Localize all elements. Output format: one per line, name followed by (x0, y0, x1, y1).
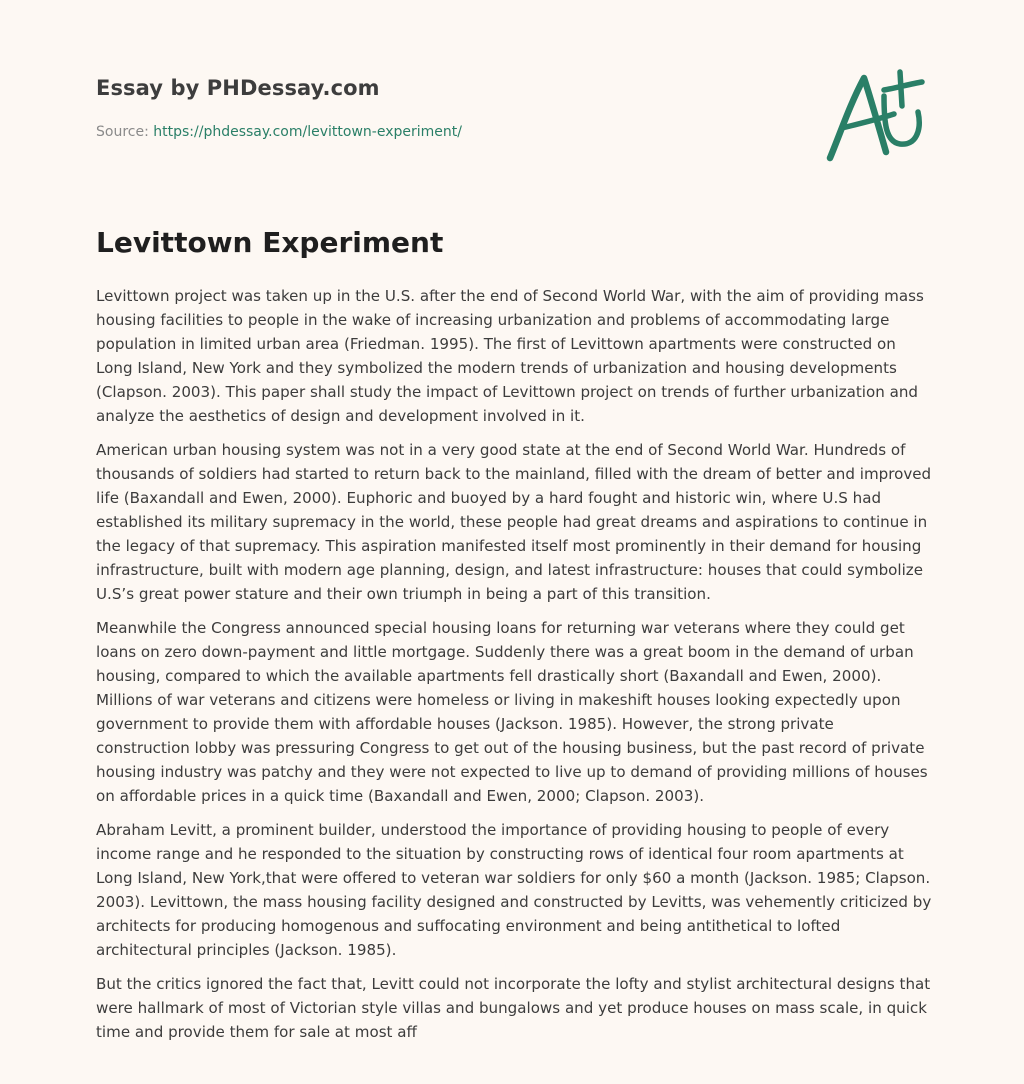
paragraph: American urban housing system was not in a very good state at the end of Second World War. Hundreds of thousands of soldiers had started to return back to the mainland, filled with the dream of better and improved life (Baxandall and Ewen, 2000). Euphoric and buoyed by a hard fought and historic win, where U.S had established its military supremacy in the world, these people had great dreams and aspirations to continue in the legacy of that supremacy. This aspiration manifested itself most prominently in their demand for housing infrastructure, built with modern age planning, design, and latest infrastructure: houses that could symbolize U.S’s great power stature and their own triumph in being a part of this transition. (96, 441, 932, 603)
a-plus-logo-icon (822, 66, 928, 164)
paragraph: Meanwhile the Congress announced special housing loans for returning war veterans where they could get loans on zero down-payment and little mortgage. Suddenly there was a great boom in the demand of urban housing, compared to which the available apartments fell drastically short (Baxandall and Ewen, 2000). Millions of war veterans and citizens were homeless or living in makeshift houses looking expectedly upon government to provide them with affordable houses (Jackson. 1985). However, the strong private construction lobby was pressuring Congress to get out of the housing business, but the past record of private housing industry was patchy and they were not expected to live up to demand of providing millions of houses on affordable prices in a quick time (Baxandall and Ewen, 2000; Clapson. 2003). (96, 619, 928, 805)
article-title: Levittown Experiment (96, 226, 444, 259)
paragraph: Levittown project was taken up in the U.S. after the end of Second World War, with the aim of providing mass housing facilities to people in the wake of increasing urbanization and problems of accommodating large population in limited urban area (Friedman. 1995). The first of Levittown apartments were constructed on Long Island, New York and they symbolized the modern trends of urbanization and housing developments (Clapson. 2003). This paper shall study the impact of Levittown project on trends of further urbanization and analyze the aesthetics of design and development involved in it. (96, 287, 924, 425)
source-link[interactable]: https://phdessay.com/levittown-experiment/ (153, 124, 462, 140)
brand-name: Essay by PHDessay.com (96, 76, 380, 100)
source-label: Source: (96, 124, 149, 140)
article-body (96, 284, 932, 1054)
source-line (96, 124, 462, 140)
paragraph: Abraham Levitt, a prominent builder, understood the importance of providing housing to people of every income range and he responded to the situation by constructing rows of identical four room apartments at Long Island, New York,that were offered to veteran war soldiers for only $60 a month (Jackson. 1985; Clapson. 2003). Levittown, the mass housing facility designed and constructed by Levitts, was vehemently criticized by architects for producing homogenous and suffocating environment and being antithetical to lofted architectural principles (Jackson. 1985). (96, 821, 932, 959)
paragraph: But the critics ignored the fact that, Levitt could not incorporate the lofty and stylist architectural designs that were hallmark of most of Victorian style villas and bungalows and yet produce houses on mass scale, in quick time and provide them for sale at most aff (96, 975, 931, 1041)
